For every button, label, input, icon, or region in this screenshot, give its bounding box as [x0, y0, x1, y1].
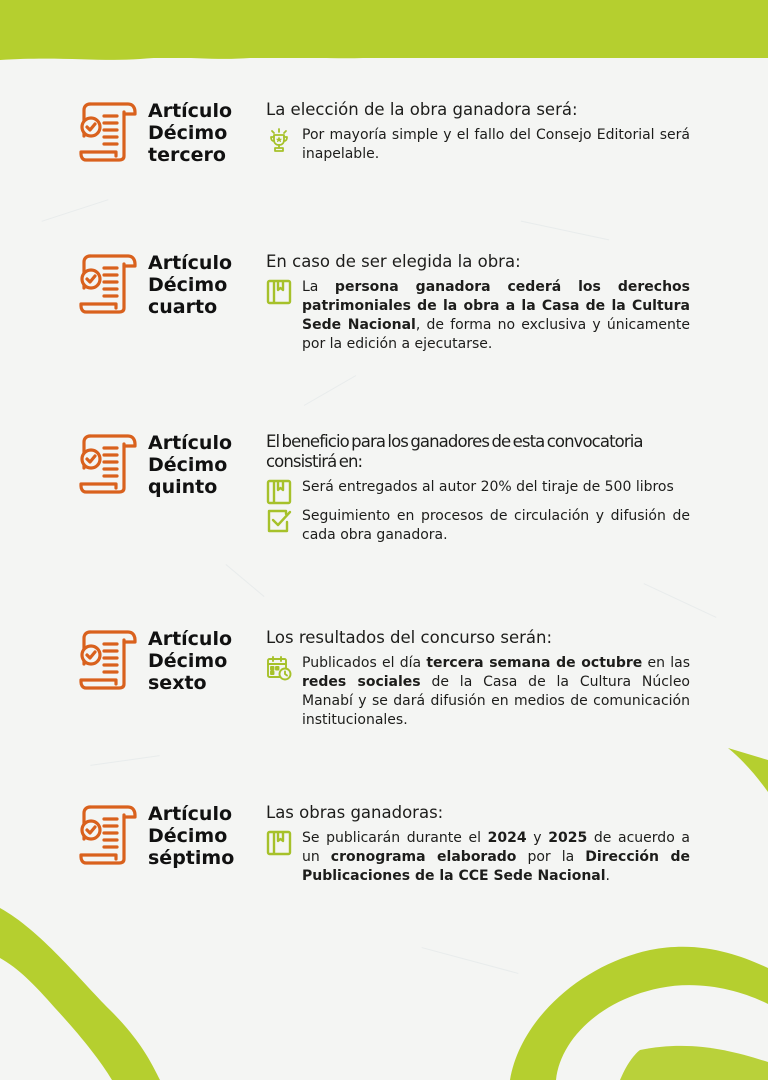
article-title: [148, 100, 248, 166]
article-body: [266, 432, 690, 555]
article-item: [266, 829, 690, 886]
article-title-line: Artículo: [148, 100, 233, 122]
body-text: Seguimiento en procesos de circulación y difusión de cada obra ganadora.: [302, 508, 690, 543]
calendar-icon: [266, 655, 292, 681]
body-text: Se publicarán durante el: [302, 830, 488, 846]
book-icon: [266, 830, 292, 856]
top-band-brush-edge: [0, 44, 768, 74]
body-text: en las: [642, 655, 691, 671]
article-item-text: [302, 507, 690, 545]
trophy-icon: [266, 127, 292, 153]
article-item-text: [302, 829, 690, 886]
article-title-line: tercero: [148, 144, 226, 166]
article-title: [148, 432, 248, 498]
article-title-line: Artículo: [148, 628, 233, 650]
body-text: La: [302, 279, 335, 295]
body-text: y: [526, 830, 549, 846]
emphasis-text: tercera semana de octubre: [426, 655, 643, 671]
article-title: [148, 252, 248, 318]
article-title: [148, 803, 248, 869]
body-text: de acuerdo a un: [302, 830, 690, 865]
emphasis-text: persona ganadora cederá los derechos patrimoniales de la obra a la Casa de la Cultura Sede Nacional: [302, 279, 690, 333]
article-item: [266, 654, 690, 730]
article-lead-text: Los resultados del concurso serán:: [266, 628, 553, 647]
scroll-document-icon: [78, 628, 138, 690]
article-title-line: sexto: [148, 672, 207, 694]
body-text: de la Casa de la Cultura Núcleo Manabí y se dará difusión en medios de comunicación institucionales.: [302, 674, 690, 728]
article-title-line: cuarto: [148, 296, 218, 318]
article-title-line: quinto: [148, 476, 218, 498]
article-item-text: [302, 478, 690, 497]
article-item-text: [302, 278, 690, 354]
article-title-line: Décimo: [148, 454, 228, 476]
book-icon: [266, 279, 292, 305]
article-item-text: [302, 654, 690, 730]
article-title-line: Décimo: [148, 274, 228, 296]
book-icon: [266, 479, 292, 505]
body-text: .: [605, 868, 610, 884]
body-text: Publicados el día: [302, 655, 427, 671]
article-item: [266, 126, 690, 164]
checkbox-icon: [266, 508, 292, 534]
article-item: [266, 278, 690, 354]
article-item-text: [302, 126, 690, 164]
article-lead-text: En caso de ser elegida la obra:: [266, 252, 521, 271]
scroll-document-icon: [78, 432, 138, 494]
emphasis-text: cronograma elaborado: [330, 849, 517, 865]
article-item: [266, 478, 690, 497]
article-title-line: Décimo: [148, 825, 228, 847]
article-body: [266, 628, 690, 740]
article-title-line: Décimo: [148, 650, 228, 672]
article-body: [266, 252, 690, 364]
article-body: [266, 803, 690, 896]
scroll-document-icon: [78, 803, 138, 865]
emphasis-text: 2024: [487, 830, 527, 846]
body-text: Por mayoría simple y el fallo del Consejo Editorial será inapelable.: [302, 127, 690, 162]
article-title-line: Artículo: [148, 252, 233, 274]
body-text: por la: [516, 849, 586, 865]
emphasis-text: 2025: [548, 830, 588, 846]
article-lead-text: La elección de la obra ganadora será:: [266, 100, 578, 119]
body-text: , de forma no exclusiva y únicamente por la edición a ejecutarse.: [302, 317, 691, 352]
emphasis-text: Dirección de Publicaciones de la CCE Sede Nacional: [302, 849, 690, 884]
article-title-line: Artículo: [148, 803, 233, 825]
scroll-document-icon: [78, 100, 138, 162]
body-text: Será entregados al autor 20% del tiraje de 500 libros: [302, 479, 674, 495]
article-lead-text: El beneficio para los ganadores de esta convocatoria consistirá en:: [266, 432, 643, 471]
article-title: [148, 628, 248, 694]
article-lead-text: Las obras ganadoras:: [266, 803, 444, 822]
article-title-line: Artículo: [148, 432, 233, 454]
scroll-document-icon: [78, 252, 138, 314]
article-title-line: séptimo: [148, 847, 235, 869]
emphasis-text: redes sociales: [302, 674, 421, 690]
article-body: [266, 100, 690, 174]
article-title-line: Décimo: [148, 122, 228, 144]
article-item: [266, 507, 690, 545]
